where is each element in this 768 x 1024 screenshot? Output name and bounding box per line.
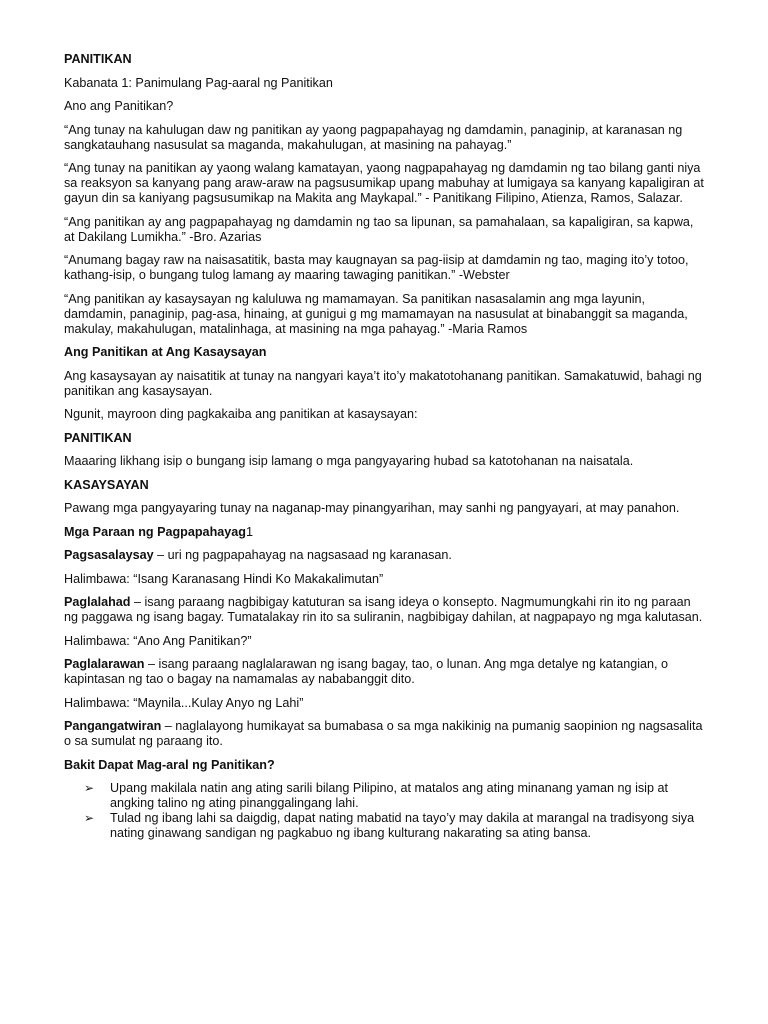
list-item <box>84 781 706 811</box>
mode-example: Halimbawa: “Ano Ang Panitikan?” <box>64 633 252 648</box>
mode-description: – uri ng pagpapahayag na nagsasaad ng karanasan. <box>153 548 452 562</box>
paraan-heading-text: Mga Paraan ng Pagpapahayag <box>64 524 246 539</box>
mode-definition <box>64 595 706 625</box>
quote-paragraph: “Anumang bagay raw na naisasatitik, basta may kaugnayan sa pag-iisip at damdamin ng tao, maging ito’y totoo, kathang-isip, o bungang tulog lamang ay maaring tawaging panitikan.” -Webster <box>64 253 689 282</box>
mode-term: Paglalahad <box>64 595 131 609</box>
list-item <box>84 811 706 841</box>
kasaysayan-definition: Pawang mga pangyayaring tunay na naganap-may pinangyarihan, may sanhi ng pangyayari, at may panahon. <box>64 501 680 515</box>
mode-definition <box>64 719 706 749</box>
why-heading: Bakit Dapat Mag-aral ng Panitikan? <box>64 757 275 772</box>
list-item-text: Tulad ng ibang lahi sa daigdig, dapat nating mabatid na tayo’y may dakila at marangal na tradisyong siya nating ginawang sandigan ng pagkabuo ng ibang kulturang nakarating sa ating bansa. <box>110 811 695 840</box>
arrow-bullet-icon: ➢ <box>84 811 95 825</box>
difference-paragraph: Ngunit, mayroon ding pagkakaiba ang panitikan at kasaysayan: <box>64 407 418 421</box>
mode-term: Pagsasalaysay <box>64 548 154 562</box>
quote-paragraph: “Ang panitikan ay ang pagpapahayag ng damdamin ng tao sa lipunan, sa pamahalaan, sa kapaligiran, sa kapwa, at Dakilang Lumikha.” -Bro. Azarias <box>64 214 694 244</box>
mode-definition <box>64 657 706 687</box>
quote-paragraph: “Ang tunay na panitikan ay yaong walang kamatayan, yaong nagpapahayag ng damdamin ng tao bilang ganti niya sa reaksyon sa kanyang pang araw-araw na pagsusumikap upang mabuhay at lumigaya sa kanyang kapaligiran at gayun din sa kaniyang pagsusumikap na Makita ang Maykapal.” - Panitikang Filipino, Atienza, Ramos, Salazar. <box>64 161 704 205</box>
document-title: PANITIKAN <box>64 52 132 66</box>
mode-description: – isang paraang nagbibigay katuturan sa isang ideya o konsepto. Nagmumungkahi rin ito ng paraan ng paggawa ng isang bagay. Tumatalakay rin ito sa suliranin, nagbibigay dahilan, at nagpapayo ng mga kalutasan. <box>64 595 703 624</box>
paraan-heading <box>64 525 706 540</box>
mode-definition <box>64 548 706 563</box>
panitikan-label: PANITIKAN <box>64 430 132 445</box>
quote-paragraph: “Ang tunay na kahulugan daw ng panitikan ay yaong pagpapahayag ng damdamin, panaginip, at karanasan ng sangkatauhang nasusulat sa maganda, makahulugan, at masining na pahayag.” <box>64 122 683 152</box>
quote-paragraph: “Ang panitikan ay kasaysayan ng kaluluwa ng mamamayan. Sa panitikan nasasalamin ang mga layunin, damdamin, panaginip, pag-asa, hinaing, at gunigui g mg mamamayan na nasusulat at binabanggit sa maganda, makulay, makahulugan, matalinhaga, at masining na mga pahayag.” -Maria Ramos <box>64 291 688 336</box>
kasaysayan-label: KASAYSAYAN <box>64 477 149 492</box>
list-item-text: Upang makilala natin ang ating sarili bilang Pilipino, at matalos ang ating minanang yaman ng isip at angking talino ng ating pinanggalingang lahi. <box>110 781 668 810</box>
panitikan-definition: Maaaring likhang isip o bungang isip lamang o mga pangyayaring hubad sa katotohanan na naisatala. <box>64 454 634 468</box>
mode-description: – naglalayong humikayat sa bumabasa o sa mga nakikinig na pumanig saopinion ng nagsasalita o sa sumulat ng paraang ito. <box>64 719 703 748</box>
mode-description: – isang paraang naglalarawan ng isang bagay, tao, o lunan. Ang mga detalye ng katangian, o kapintasan ng tao o bagay na namamalas ay nababanggit dito. <box>64 657 669 686</box>
chapter-title: Kabanata 1: Panimulang Pag-aaral ng Panitikan <box>64 75 333 90</box>
mode-example: Halimbawa: “Maynila...Kulay Anyo ng Lahi” <box>64 695 304 710</box>
history-heading: Ang Panitikan at Ang Kasaysayan <box>64 345 267 359</box>
arrow-bullet-icon: ➢ <box>84 781 95 795</box>
mode-term: Paglalarawan <box>64 657 145 671</box>
mode-example: Halimbawa: “Isang Karanasang Hindi Ko Makakalimutan” <box>64 571 384 586</box>
section-question: Ano ang Panitikan? <box>64 99 174 113</box>
footnote-marker: 1 <box>245 524 253 539</box>
reasons-list <box>64 781 706 841</box>
history-paragraph: Ang kasaysayan ay naisatitik at tunay na nangyari kaya’t ito’y makatotohanang panitikan. Samakatuwid, bahagi ng panitikan ang kasaysayan. <box>64 368 702 398</box>
mode-term: Pangangatwiran <box>64 719 162 733</box>
